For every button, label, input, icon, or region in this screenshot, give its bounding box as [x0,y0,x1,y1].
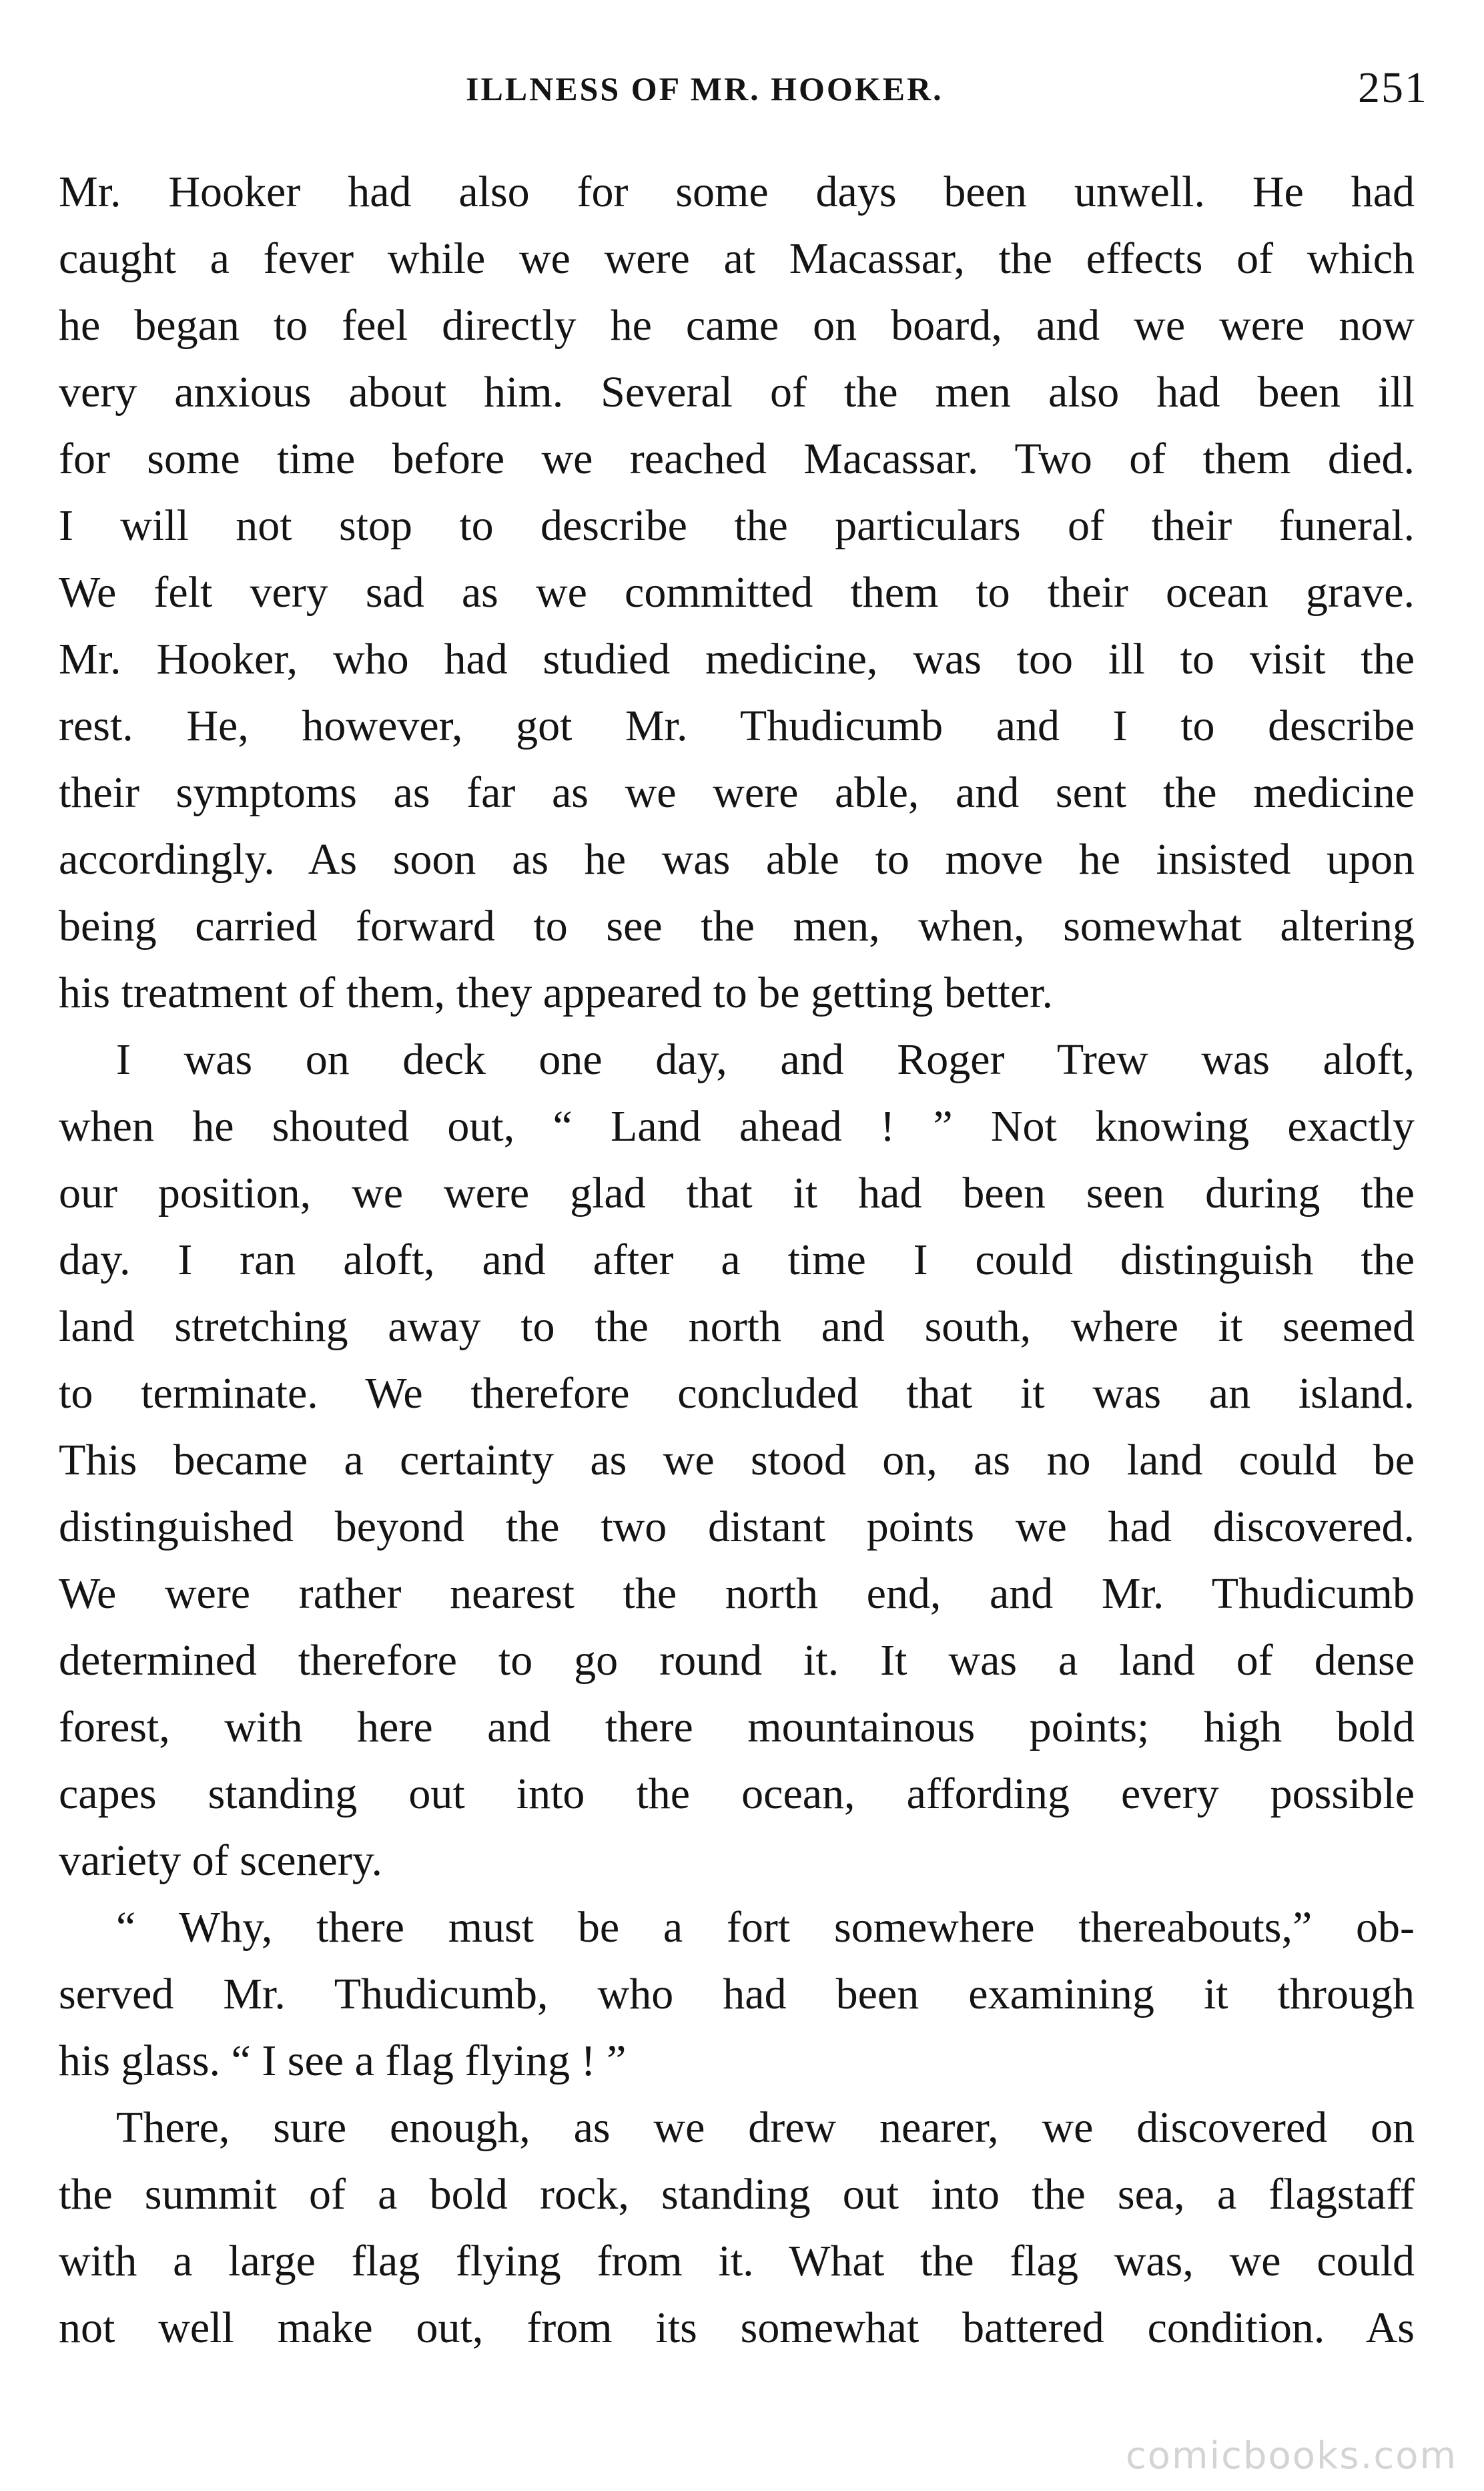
text-line: he began to feel directly he came on board, and we were now [59,301,1415,350]
text-line: forest, with here and there mountainous points; high bold [59,1703,1415,1751]
text-line: accordingly. As soon as he was able to move he insisted upon [59,835,1415,884]
text-line: with a large flag flying from it. What the flag was, we could [59,2237,1415,2285]
paragraph-2 [59,1027,1415,1894]
text-line: served Mr. Thudicumb, who had been examining it through [59,1970,1415,2018]
text-line: “ Why, there must be a fort somewhere thereabouts,” ob- [116,1903,1415,1952]
text-line: to terminate. We therefore concluded that it was an island. [59,1369,1415,1418]
text-line: We felt very sad as we committed them to their ocean grave. [59,568,1415,617]
text-line: We were rather nearest the north end, and Mr. Thudicumb [59,1569,1415,1618]
text-line: being carried forward to see the men, when, somewhat altering [59,902,1415,950]
body-text [59,159,1415,2362]
page-number: 251 [1358,63,1428,112]
watermark: comicbooks.com [1125,2434,1457,2478]
text-line: This became a certainty as we stood on, as no land could be [59,1436,1415,1484]
text-line: distinguished beyond the two distant points we had discovered. [59,1502,1415,1551]
text-line: when he shouted out, “ Land ahead ! ” Not knowing exactly [59,1102,1415,1151]
text-line: day. I ran aloft, and after a time I could distinguish the [59,1235,1415,1284]
text-line: his treatment of them, they appeared to be getting better. [59,968,1053,1017]
text-line: land stretching away to the north and south, where it seemed [59,1302,1415,1351]
paragraph-3 [59,1894,1415,2095]
text-line: not well make out, from its somewhat battered condition. As [59,2303,1415,2352]
text-line: the summit of a bold rock, standing out into the sea, a flagstaff [59,2170,1415,2219]
text-line: variety of scenery. [59,1836,382,1885]
text-line: their symptoms as far as we were able, and sent the medicine [59,768,1415,817]
text-line: I will not stop to describe the particulars of their funeral. [59,501,1415,550]
text-line: There, sure enough, as we drew nearer, we discovered on [116,2103,1415,2152]
text-line: for some time before we reached Macassar. Two of them died. [59,435,1415,483]
text-line: Mr. Hooker, who had studied medicine, was too ill to visit the [59,635,1415,683]
text-line: determined therefore to go round it. It was a land of dense [59,1636,1415,1685]
text-line: very anxious about him. Several of the men also had been ill [59,368,1415,417]
text-line: Mr. Hooker had also for some days been unwell. He had [59,168,1415,216]
running-title: ILLNESS OF MR. HOOKER. [466,70,944,107]
text-line: rest. He, however, got Mr. Thudicumb and I to describe [59,702,1415,750]
text-line: his glass. “ I see a flag flying ! ” [59,2036,627,2085]
running-head [0,61,1484,121]
paragraph-4 [59,2095,1415,2362]
text-line: our position, we were glad that it had been seen during the [59,1169,1415,1217]
text-line: caught a fever while we were at Macassar, the effects of which [59,234,1415,283]
text-line: I was on deck one day, and Roger Trew was aloft, [116,1035,1415,1084]
paragraph-1 [59,159,1415,1027]
text-line: capes standing out into the ocean, affording every possible [59,1769,1415,1818]
